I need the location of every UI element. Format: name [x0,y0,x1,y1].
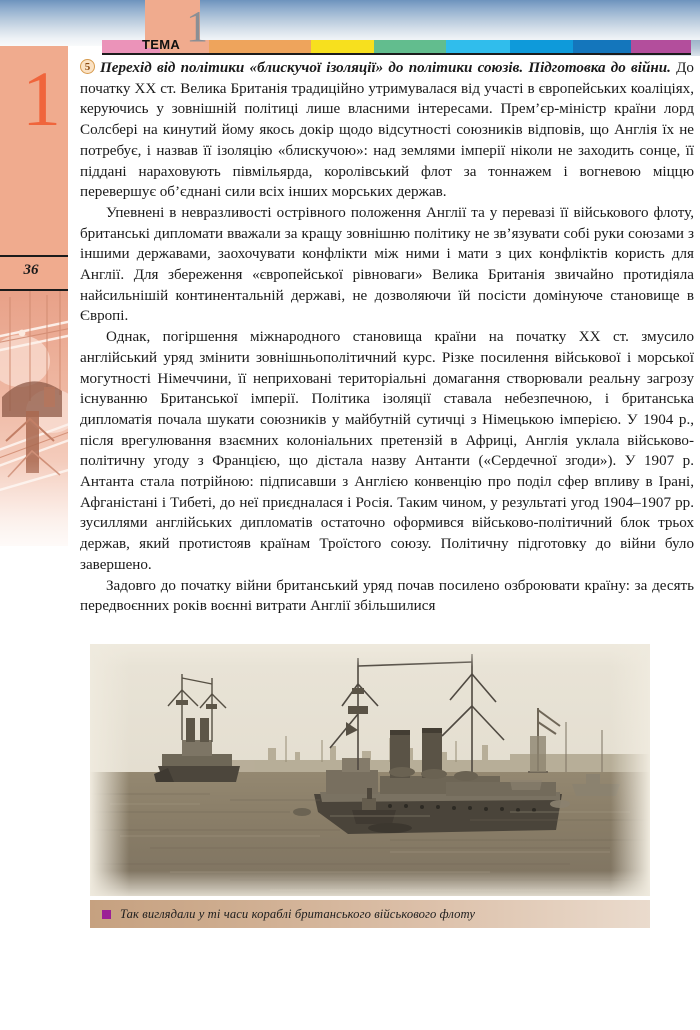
theme-tab-label: ТЕМА [142,37,181,52]
left-margin-lower-blank [0,546,68,1030]
caption-bullet-icon [102,910,111,919]
paragraph-2: Упевнені в невразливості острівного положення Англії та у перевазі її військового флоту, британські дипломати вважали за кращу зовнішню політику не зв’язувати собі руки союзами з іншими державами, заохочувати конфлікти між ними і мати з цих конфліктів користь для Англії. Для збереження «європейської рівноваги» Велика Британія звичайно протидіяла найсильнішій континентальній державі, не дозволяючи їй посісти домінуюче становище в Європі. [80,204,694,325]
theme-tab-number: 1 [186,2,208,51]
section-number-badge: 5 [80,59,95,74]
section-title: Перехід від політики «блискучої ізоляції» до політики союзів. Підготовка до війни. [100,60,671,76]
page-number: 36 [23,262,39,278]
color-strip-segment-magenta [631,40,691,53]
paragraph-3: Однак, погіршення міжнародного становища країни на початку XX ст. змусило англійський уряд змінити зовнішньополітичний курс. Різке посилення військової і морської могутності Німеччини, її неприховані територіальні домагання створювали реальну загрозу існуванню Британської імперії. Політика ізоляції ставала небезпечною, і британська дипломатія почала шукати союзників у майбутній сутичці з Німецькою імперією. У 1904 р., після врегулювання взаємних колоніальних претензій в Африці, Англія уклала військово-політичну угоду з Францією, що дістала назву Антанти («Сердечної згоди»). У 1907 р. Антанта стала потрійною: підписавши з Англією конвенцію про поділ сфер впливу в Ірані, Афганістані і Тибеті, до неї приєдналася і Росія. Таким чином, у результаті угод 1904–1907 рр. зусиллями англійських дипломатів остаточно оформився військово-політичний блок трьох держав, який протистояв країнам Троїстого союзу. Політичну підготовку до війни було завершено. [80,329,694,573]
figure-caption: Так виглядали у ті часи кораблі британського військового флоту [120,906,476,921]
page-number-rule-top [0,255,68,257]
figure-photograph [90,644,650,896]
color-strip-segment-blue [510,40,573,53]
paragraph-4: Задовго до початку війни британський уряд почав посилено озброювати країну: за десять передвоєнних років воєнні витрати Англії збільшилися [80,577,694,615]
figure-caption-bar [90,900,650,928]
article-body [80,58,694,617]
color-strip-segment-dark-blue [573,40,631,53]
left-margin-column [0,46,68,1030]
paragraph-lead [80,58,694,203]
color-strip-segment-light-blue [446,40,509,53]
color-strip-segment-yellow [311,40,374,53]
paragraph-text: До початку XX ст. Велика Британія традиційно утримувалася від участі в європейських коаліціях, керуючись у зовнішній політиці лише власними інтересами. Прем’єр-міністр країни лорд Солсбері на кинутий йому якось докір щодо відсутності союзників відповів, що Англія їх не потребує, і назвав її ізоляцію «блискучою»: над землями імперії ніколи не заходить сонце, її піддані нараховують півмільярда, королівський флот за тоннажем і вогневою міццю перевершує об’єднані сили всіх інших морських держав. [80,60,694,201]
color-strip-segment-orange [209,40,311,53]
color-strip-segment-green [374,40,447,53]
chapter-number: 1 [22,55,61,142]
